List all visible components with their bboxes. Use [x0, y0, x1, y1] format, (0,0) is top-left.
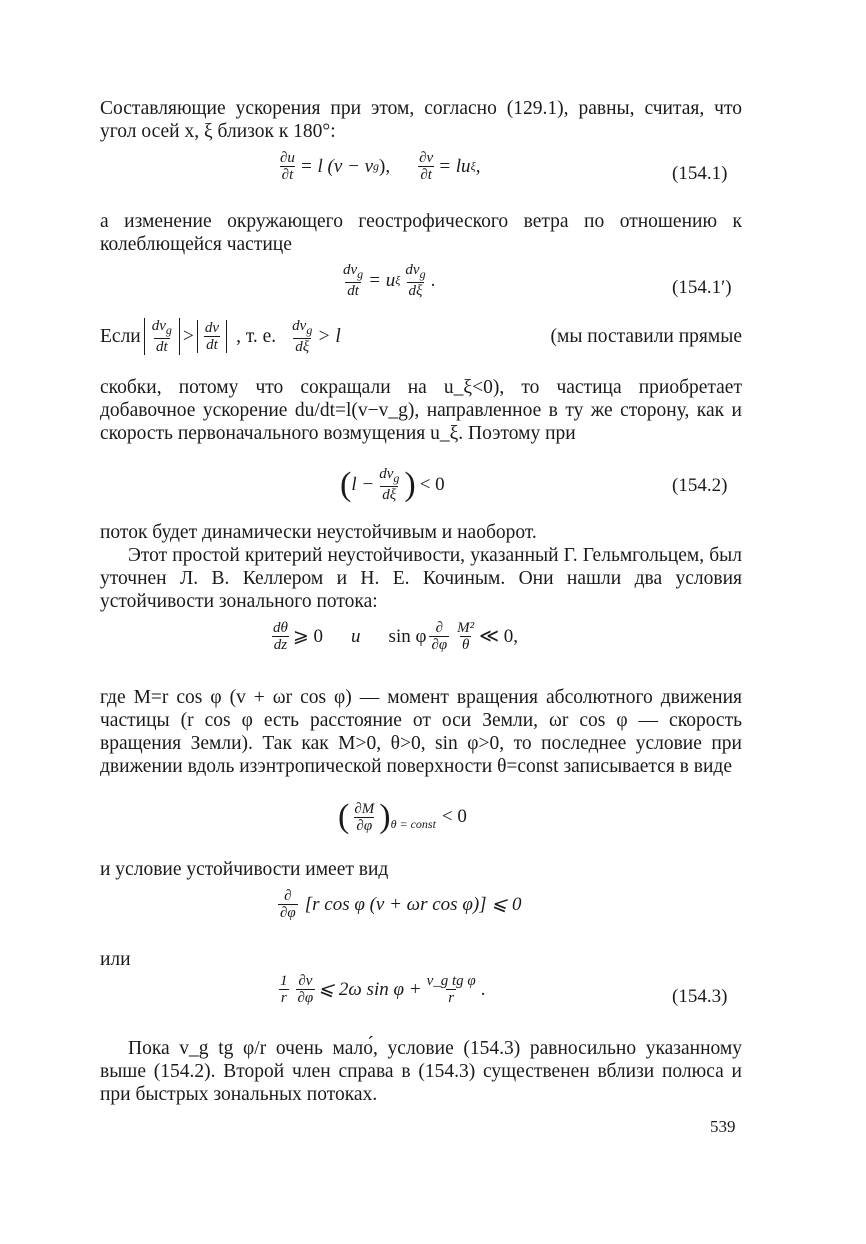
paragraph-2: а изменение окружающего геострофического ветра по отношению к колеблющейся частице [100, 211, 742, 255]
paragraph-1: Составляющие ускорения при этом, согласно (129.1), равны, считая, что угол осей x, ξ близок к 180°: [100, 98, 742, 142]
equation-number: (154.3) [672, 986, 728, 1007]
equation-154-2: ( l − $\frac{dv_g}{d\xi}$ ) < 0 [340, 465, 445, 503]
paragraph-3: скобки, потому что сокращали на u_ξ<0), то частица приобретает добавочное ускорение du/dt=l(v−v_g), направленное в ту же сторону, как и скорость первоначального возмущения u_ξ. Поэтому при [100, 377, 742, 444]
equation-154-1-prime: $\frac{dv_g}{dt}$ = u ξ $\frac{dv_g}{d\xi}$ . [343, 262, 436, 299]
condition-line: Если $\frac{dv_g}{dt}$ > $\frac{dv}{dt}$ , т. е. $\frac{dv_g}{d\xi}$ > l (мы поставили прямые [100, 318, 742, 355]
equation-154-3: $\frac{1}{r}$ $\frac{\partial v}{\partial\varphi}$ ⩽ 2ω sin φ + $\frac{\text{v\_g tg φ}}{r}$ . [280, 973, 486, 1006]
paragraph-6: где M=r cos φ (v + ωr cos φ) — момент вращения абсолютного движения частицы (r cos φ есть расстояние от оси Земли, ωr cos φ — скорость вращения Земли). Так как M>0, θ>0, sin φ>0, то последнее условие при движении вдоль изэнтропической поверхности θ=const записывается в виде [100, 687, 742, 777]
equation-derivative: $\frac{\partial}{\partial\varphi}$ [r cos φ (v + ωr cos φ)] ⩽ 0 [280, 888, 522, 921]
word-or: или [100, 949, 131, 970]
equation-number: (154.1) [672, 163, 728, 184]
page-number: 539 [710, 1117, 736, 1136]
equation-number: (154.1′) [672, 277, 732, 298]
paragraph-4: поток будет динамически неустойчивым и наоборот. [100, 522, 537, 543]
paragraph-5: Этот простой критерий неустойчивости, указанный Г. Гельмгольцем, был уточнен Л. В. Келлером и Н. Е. Кочиным. Они нашли два условия устойчивости зонального потока: [100, 545, 742, 612]
paragraph-8: Пока v_g tg φ/r очень мало́, условие (154.3) равносильно указанному выше (154.2). Второй член справа в (154.3) существенен вблизи полюса и при быстрых зональных потоках. [100, 1038, 742, 1105]
paragraph-7: и условие устойчивости имеет вид [100, 859, 389, 880]
equation-dM: ( $\frac{\partial M}{\partial\varphi}$ ) θ = const < 0 [338, 798, 467, 835]
equation-154-1: $\frac{\partial u}{\partial t}$ = l (v − v g ), $\frac{\partial v}{\partial t}$ = lu ξ , [280, 150, 481, 183]
stability-conditions: $\frac{d\theta}{dz}$ ⩾ 0 и sin φ $\frac{\partial}{\partial\varphi}$ $\frac{\text{M²}}{\theta}$ ≪ 0, [273, 620, 519, 653]
equation-number: (154.2) [672, 475, 728, 496]
